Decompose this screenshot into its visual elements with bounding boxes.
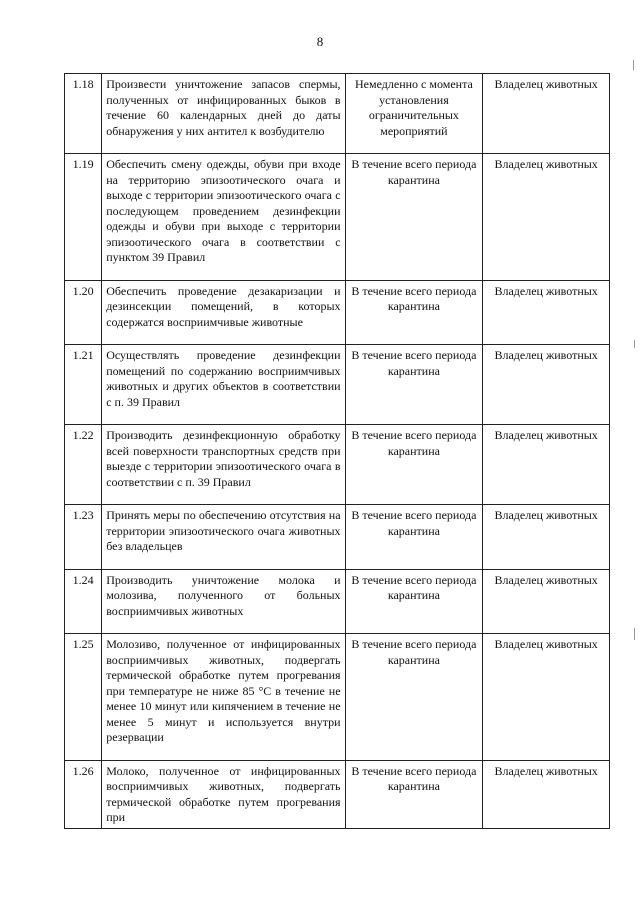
row-action: Обеспечить смену одежды, обуви при входе на территорию эпизоотического очага и выходе с территории эпизоотического очага с последующем проведением дезинфекции одежды и обуви при выходе с территории эпизоотического очага в соответствии с пунктом 39 Правил xyxy=(102,154,345,281)
row-term: В течение всего периода карантина xyxy=(345,154,483,281)
row-number: 1.26 xyxy=(65,760,102,828)
table-row xyxy=(65,280,610,345)
row-action: Молозиво, полученное от инфицированных восприимчивых животных, подвергать термической обработке путем прогревания при температуре не ниже 85 °С в течение не менее 10 минут или кипячением в течение не менее 5 минут и используется внутри резервации xyxy=(102,634,345,761)
scan-artifact xyxy=(634,628,635,640)
row-term: В течение всего периода карантина xyxy=(345,505,483,570)
row-term: В течение всего периода карантина xyxy=(345,425,483,505)
row-term: Немедленно с момента установления ограничительных мероприятий xyxy=(345,74,483,154)
row-responsible: Владелец животных xyxy=(483,154,610,281)
table-row xyxy=(65,760,610,828)
row-number: 1.25 xyxy=(65,634,102,761)
row-term: В течение всего периода карантина xyxy=(345,634,483,761)
table-row xyxy=(65,634,610,761)
table-row xyxy=(65,505,610,570)
row-term: В течение всего периода карантина xyxy=(345,569,483,634)
row-action: Осуществлять проведение дезинфекции помещений по содержанию восприимчивых животных и других объектов в соответствии с п. 39 Правил xyxy=(102,345,345,425)
row-action: Производить дезинфекционную обработку всей поверхности транспортных средств при выезде с территории эпизоотического очага в соответствии с п. 39 Правил xyxy=(102,425,345,505)
table-row xyxy=(65,345,610,425)
row-responsible: Владелец животных xyxy=(483,634,610,761)
row-responsible: Владелец животных xyxy=(483,760,610,828)
row-action: Обеспечить проведение дезакаризации и дезинсекции помещений, в которых содержатся восприимчивые животные xyxy=(102,280,345,345)
scan-artifact xyxy=(633,60,634,70)
row-number: 1.20 xyxy=(65,280,102,345)
row-term: В течение всего периода карантина xyxy=(345,280,483,345)
row-responsible: Владелец животных xyxy=(483,280,610,345)
row-action: Произвести уничтожение запасов спермы, полученных от инфицированных быков в течение 60 календарных дней до даты обнаружения у них антител к возбудителю xyxy=(102,74,345,154)
row-number: 1.21 xyxy=(65,345,102,425)
measures-table-body xyxy=(65,74,610,829)
row-action: Производить уничтожение молока и молозива, полученного от больных восприимчивых животных xyxy=(102,569,345,634)
row-number: 1.19 xyxy=(65,154,102,281)
page-number: 8 xyxy=(316,34,324,49)
row-responsible: Владелец животных xyxy=(483,74,610,154)
row-number: 1.24 xyxy=(65,569,102,634)
row-number: 1.23 xyxy=(65,505,102,570)
row-responsible: Владелец животных xyxy=(483,345,610,425)
row-responsible: Владелец животных xyxy=(483,505,610,570)
row-responsible: Владелец животных xyxy=(483,425,610,505)
table-row xyxy=(65,154,610,281)
measures-table xyxy=(64,73,610,829)
table-row xyxy=(65,569,610,634)
row-number: 1.22 xyxy=(65,425,102,505)
table-row xyxy=(65,74,610,154)
row-term: В течение всего периода карантина xyxy=(345,760,483,828)
row-action: Принять меры по обеспечению отсутствия на территории эпизоотического очага животных без владельцев xyxy=(102,505,345,570)
scan-artifact xyxy=(634,340,635,348)
row-responsible: Владелец животных xyxy=(483,569,610,634)
row-term: В течение всего периода карантина xyxy=(345,345,483,425)
table-row xyxy=(65,425,610,505)
row-action: Молоко, полученное от инфицированных восприимчивых животных, подвергать термической обработке путем прогревания при xyxy=(102,760,345,828)
row-number: 1.18 xyxy=(65,74,102,154)
